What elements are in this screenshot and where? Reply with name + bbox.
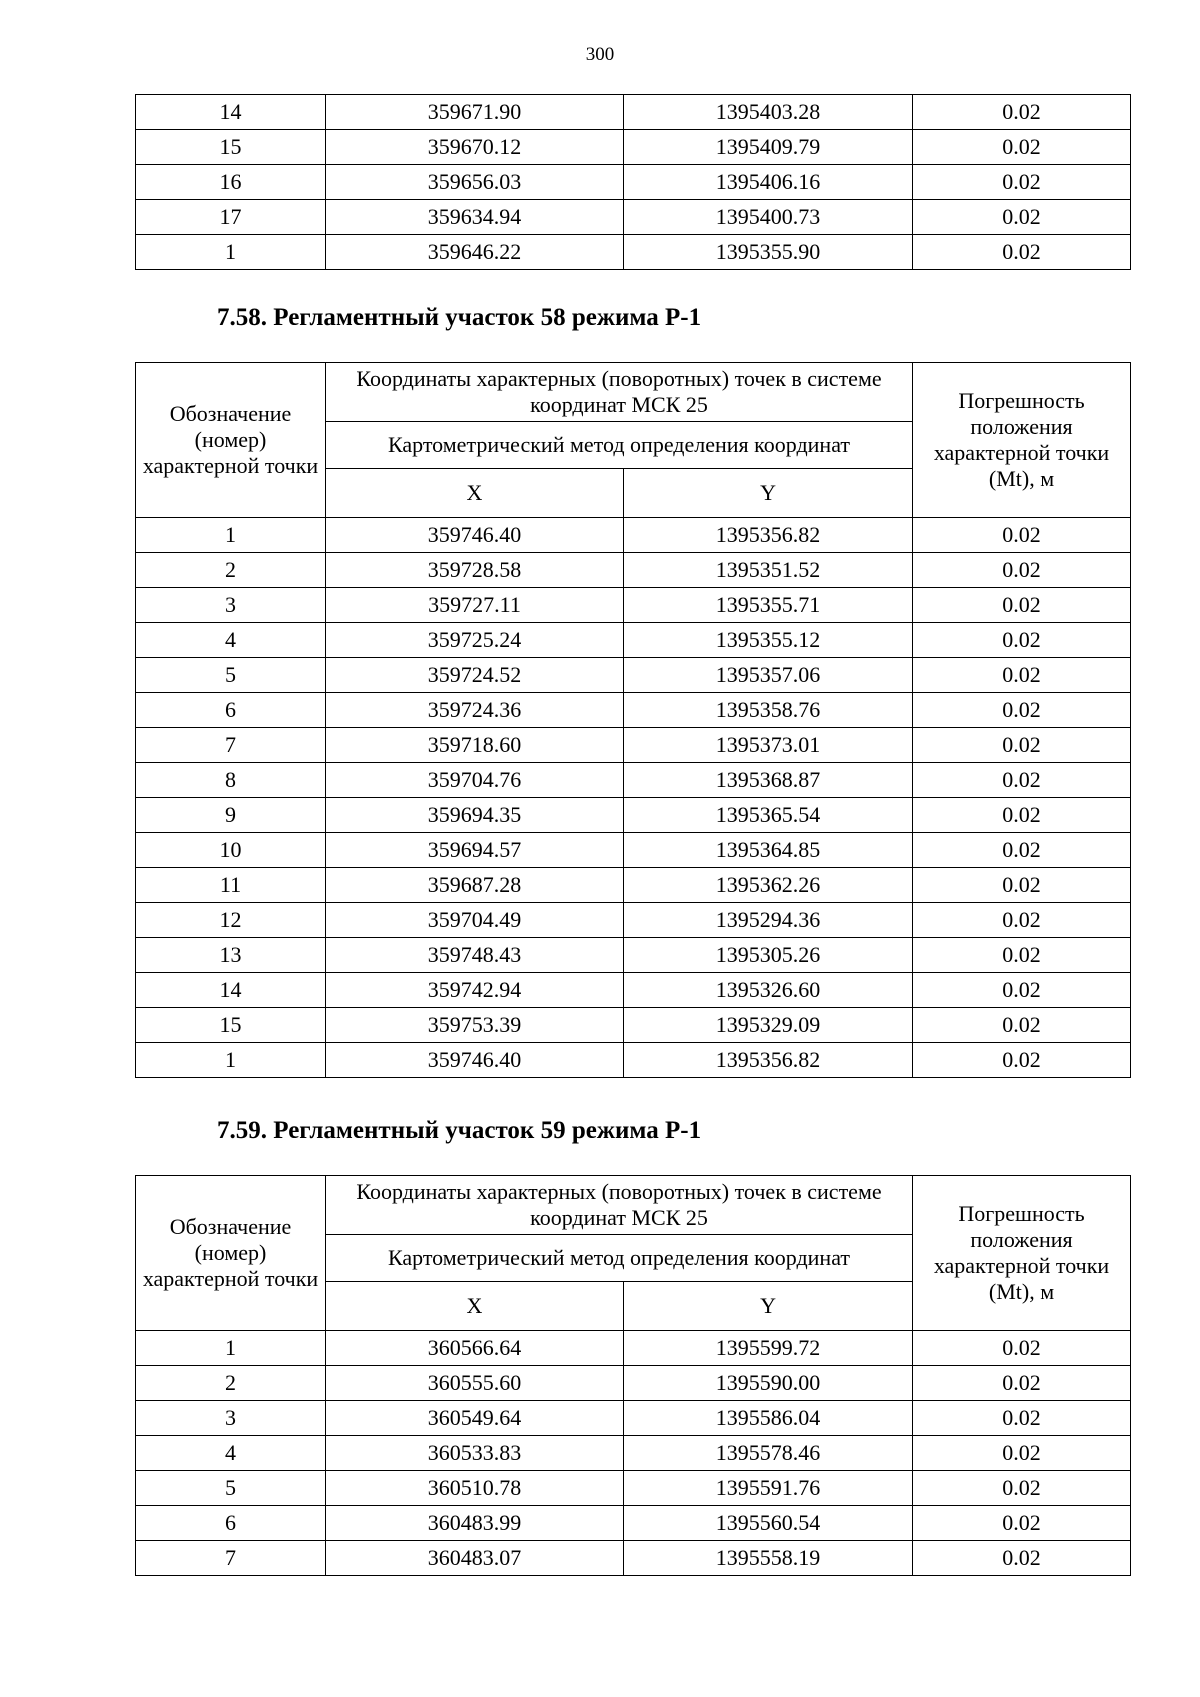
error-cell: 0.02 [913, 973, 1131, 1008]
x-coordinate-cell: 359670.12 [326, 130, 624, 165]
table-row [136, 588, 1131, 623]
point-number-cell: 14 [136, 973, 326, 1008]
coordinates-table [135, 362, 1131, 1078]
x-coordinate-cell: 360533.83 [326, 1436, 624, 1471]
point-number-cell: 17 [136, 200, 326, 235]
table-row [136, 1436, 1131, 1471]
y-coordinate-cell: 1395591.76 [624, 1471, 913, 1506]
point-number-cell: 9 [136, 798, 326, 833]
table-row [136, 693, 1131, 728]
table-row [136, 623, 1131, 658]
y-coordinate-cell: 1395406.16 [624, 165, 913, 200]
point-number-cell: 5 [136, 658, 326, 693]
x-coordinate-cell: 359746.40 [326, 518, 624, 553]
error-cell: 0.02 [913, 868, 1131, 903]
point-number-cell: 3 [136, 1401, 326, 1436]
point-number-cell: 1 [136, 1043, 326, 1078]
point-number-cell: 14 [136, 95, 326, 130]
y-coordinate-cell: 1395590.00 [624, 1366, 913, 1401]
x-coordinate-cell: 359694.57 [326, 833, 624, 868]
table-row [136, 903, 1131, 938]
error-cell: 0.02 [913, 165, 1131, 200]
point-number-cell: 15 [136, 1008, 326, 1043]
x-coordinate-cell: 359634.94 [326, 200, 624, 235]
table-row [136, 798, 1131, 833]
x-header: X [326, 1282, 624, 1331]
y-coordinate-cell: 1395355.12 [624, 623, 913, 658]
error-cell: 0.02 [913, 1043, 1131, 1078]
method-header: Картометрический метод определения координат [326, 1235, 913, 1282]
error-cell: 0.02 [913, 553, 1131, 588]
x-coordinate-cell: 359724.36 [326, 693, 624, 728]
point-number-cell: 1 [136, 235, 326, 270]
y-coordinate-cell: 1395357.06 [624, 658, 913, 693]
x-coordinate-cell: 359728.58 [326, 553, 624, 588]
x-coordinate-cell: 359753.39 [326, 1008, 624, 1043]
x-coordinate-cell: 359742.94 [326, 973, 624, 1008]
point-number-cell: 13 [136, 938, 326, 973]
error-cell: 0.02 [913, 518, 1131, 553]
point-number-cell: 1 [136, 1331, 326, 1366]
continuation-table [135, 94, 1131, 270]
y-coordinate-cell: 1395368.87 [624, 763, 913, 798]
x-coordinate-cell: 360483.07 [326, 1541, 624, 1576]
y-coordinate-cell: 1395365.54 [624, 798, 913, 833]
section-title: 7.58. Регламентный участок 58 режима Р-1 [217, 304, 702, 331]
error-cell: 0.02 [913, 1506, 1131, 1541]
error-cell: 0.02 [913, 200, 1131, 235]
error-cell: 0.02 [913, 798, 1131, 833]
table-row [136, 200, 1131, 235]
point-number-header: Обозначение (номер) характерной точки [136, 363, 326, 518]
x-coordinate-cell: 359725.24 [326, 623, 624, 658]
coordinates-group-header: Координаты характерных (поворотных) точек в системе координат МСК 25 [326, 1176, 913, 1235]
method-header: Картометрический метод определения координат [326, 422, 913, 469]
point-number-cell: 12 [136, 903, 326, 938]
point-number-cell: 8 [136, 763, 326, 798]
error-header: Погрешность положения характерной точки (Mt), м [913, 1176, 1131, 1331]
x-coordinate-cell: 359656.03 [326, 165, 624, 200]
y-coordinate-cell: 1395351.52 [624, 553, 913, 588]
coordinates-table [135, 1175, 1131, 1576]
x-coordinate-cell: 359704.76 [326, 763, 624, 798]
table-row [136, 1043, 1131, 1078]
y-coordinate-cell: 1395560.54 [624, 1506, 913, 1541]
point-number-cell: 6 [136, 1506, 326, 1541]
point-number-cell: 4 [136, 623, 326, 658]
x-coordinate-cell: 359727.11 [326, 588, 624, 623]
x-coordinate-cell: 360566.64 [326, 1331, 624, 1366]
point-number-cell: 7 [136, 728, 326, 763]
x-coordinate-cell: 359671.90 [326, 95, 624, 130]
table-row [136, 973, 1131, 1008]
point-number-cell: 15 [136, 130, 326, 165]
point-number-cell: 10 [136, 833, 326, 868]
point-number-header: Обозначение (номер) характерной точки [136, 1176, 326, 1331]
error-cell: 0.02 [913, 728, 1131, 763]
error-cell: 0.02 [913, 95, 1131, 130]
error-cell: 0.02 [913, 1366, 1131, 1401]
table-row [136, 235, 1131, 270]
x-coordinate-cell: 360510.78 [326, 1471, 624, 1506]
y-coordinate-cell: 1395305.26 [624, 938, 913, 973]
y-header: Y [624, 1282, 913, 1331]
point-number-cell: 7 [136, 1541, 326, 1576]
y-coordinate-cell: 1395329.09 [624, 1008, 913, 1043]
error-cell: 0.02 [913, 130, 1131, 165]
point-number-cell: 4 [136, 1436, 326, 1471]
table-row [136, 130, 1131, 165]
table-row [136, 938, 1131, 973]
error-cell: 0.02 [913, 693, 1131, 728]
y-coordinate-cell: 1395403.28 [624, 95, 913, 130]
y-coordinate-cell: 1395558.19 [624, 1541, 913, 1576]
x-coordinate-cell: 360483.99 [326, 1506, 624, 1541]
table-row [136, 165, 1131, 200]
coordinates-group-header: Координаты характерных (поворотных) точек в системе координат МСК 25 [326, 363, 913, 422]
x-coordinate-cell: 359746.40 [326, 1043, 624, 1078]
y-coordinate-cell: 1395373.01 [624, 728, 913, 763]
point-number-cell: 6 [136, 693, 326, 728]
table-row [136, 728, 1131, 763]
table-row [136, 1541, 1131, 1576]
error-cell: 0.02 [913, 938, 1131, 973]
table-row [136, 1471, 1131, 1506]
y-coordinate-cell: 1395586.04 [624, 1401, 913, 1436]
y-coordinate-cell: 1395356.82 [624, 1043, 913, 1078]
section-title: 7.59. Регламентный участок 59 режима Р-1 [217, 1117, 702, 1144]
page-number: 300 [585, 44, 615, 65]
x-coordinate-cell: 360549.64 [326, 1401, 624, 1436]
x-coordinate-cell: 359718.60 [326, 728, 624, 763]
point-number-cell: 2 [136, 1366, 326, 1401]
y-coordinate-cell: 1395355.71 [624, 588, 913, 623]
error-cell: 0.02 [913, 763, 1131, 798]
error-cell: 0.02 [913, 1331, 1131, 1366]
table-row [136, 868, 1131, 903]
point-number-cell: 1 [136, 518, 326, 553]
x-coordinate-cell: 359687.28 [326, 868, 624, 903]
y-coordinate-cell: 1395599.72 [624, 1331, 913, 1366]
table-row [136, 1366, 1131, 1401]
table-row [136, 1401, 1131, 1436]
error-cell: 0.02 [913, 903, 1131, 938]
error-cell: 0.02 [913, 1471, 1131, 1506]
x-coordinate-cell: 359646.22 [326, 235, 624, 270]
y-coordinate-cell: 1395355.90 [624, 235, 913, 270]
table-row [136, 833, 1131, 868]
error-cell: 0.02 [913, 833, 1131, 868]
table-row [136, 1331, 1131, 1366]
y-coordinate-cell: 1395326.60 [624, 973, 913, 1008]
error-cell: 0.02 [913, 1401, 1131, 1436]
error-cell: 0.02 [913, 235, 1131, 270]
error-cell: 0.02 [913, 623, 1131, 658]
table-row [136, 763, 1131, 798]
error-header: Погрешность положения характерной точки (Mt), м [913, 363, 1131, 518]
point-number-cell: 16 [136, 165, 326, 200]
y-coordinate-cell: 1395356.82 [624, 518, 913, 553]
y-coordinate-cell: 1395358.76 [624, 693, 913, 728]
y-coordinate-cell: 1395362.26 [624, 868, 913, 903]
y-coordinate-cell: 1395364.85 [624, 833, 913, 868]
y-coordinate-cell: 1395409.79 [624, 130, 913, 165]
table-row [136, 95, 1131, 130]
table-row [136, 553, 1131, 588]
table-row [136, 1008, 1131, 1043]
y-coordinate-cell: 1395578.46 [624, 1436, 913, 1471]
error-cell: 0.02 [913, 1008, 1131, 1043]
y-header: Y [624, 469, 913, 518]
error-cell: 0.02 [913, 588, 1131, 623]
x-coordinate-cell: 359748.43 [326, 938, 624, 973]
y-coordinate-cell: 1395294.36 [624, 903, 913, 938]
point-number-cell: 5 [136, 1471, 326, 1506]
table-row [136, 658, 1131, 693]
x-header: X [326, 469, 624, 518]
x-coordinate-cell: 359694.35 [326, 798, 624, 833]
x-coordinate-cell: 360555.60 [326, 1366, 624, 1401]
x-coordinate-cell: 359724.52 [326, 658, 624, 693]
point-number-cell: 2 [136, 553, 326, 588]
error-cell: 0.02 [913, 658, 1131, 693]
error-cell: 0.02 [913, 1436, 1131, 1471]
table-row [136, 1506, 1131, 1541]
point-number-cell: 3 [136, 588, 326, 623]
x-coordinate-cell: 359704.49 [326, 903, 624, 938]
point-number-cell: 11 [136, 868, 326, 903]
table-row [136, 518, 1131, 553]
error-cell: 0.02 [913, 1541, 1131, 1576]
y-coordinate-cell: 1395400.73 [624, 200, 913, 235]
